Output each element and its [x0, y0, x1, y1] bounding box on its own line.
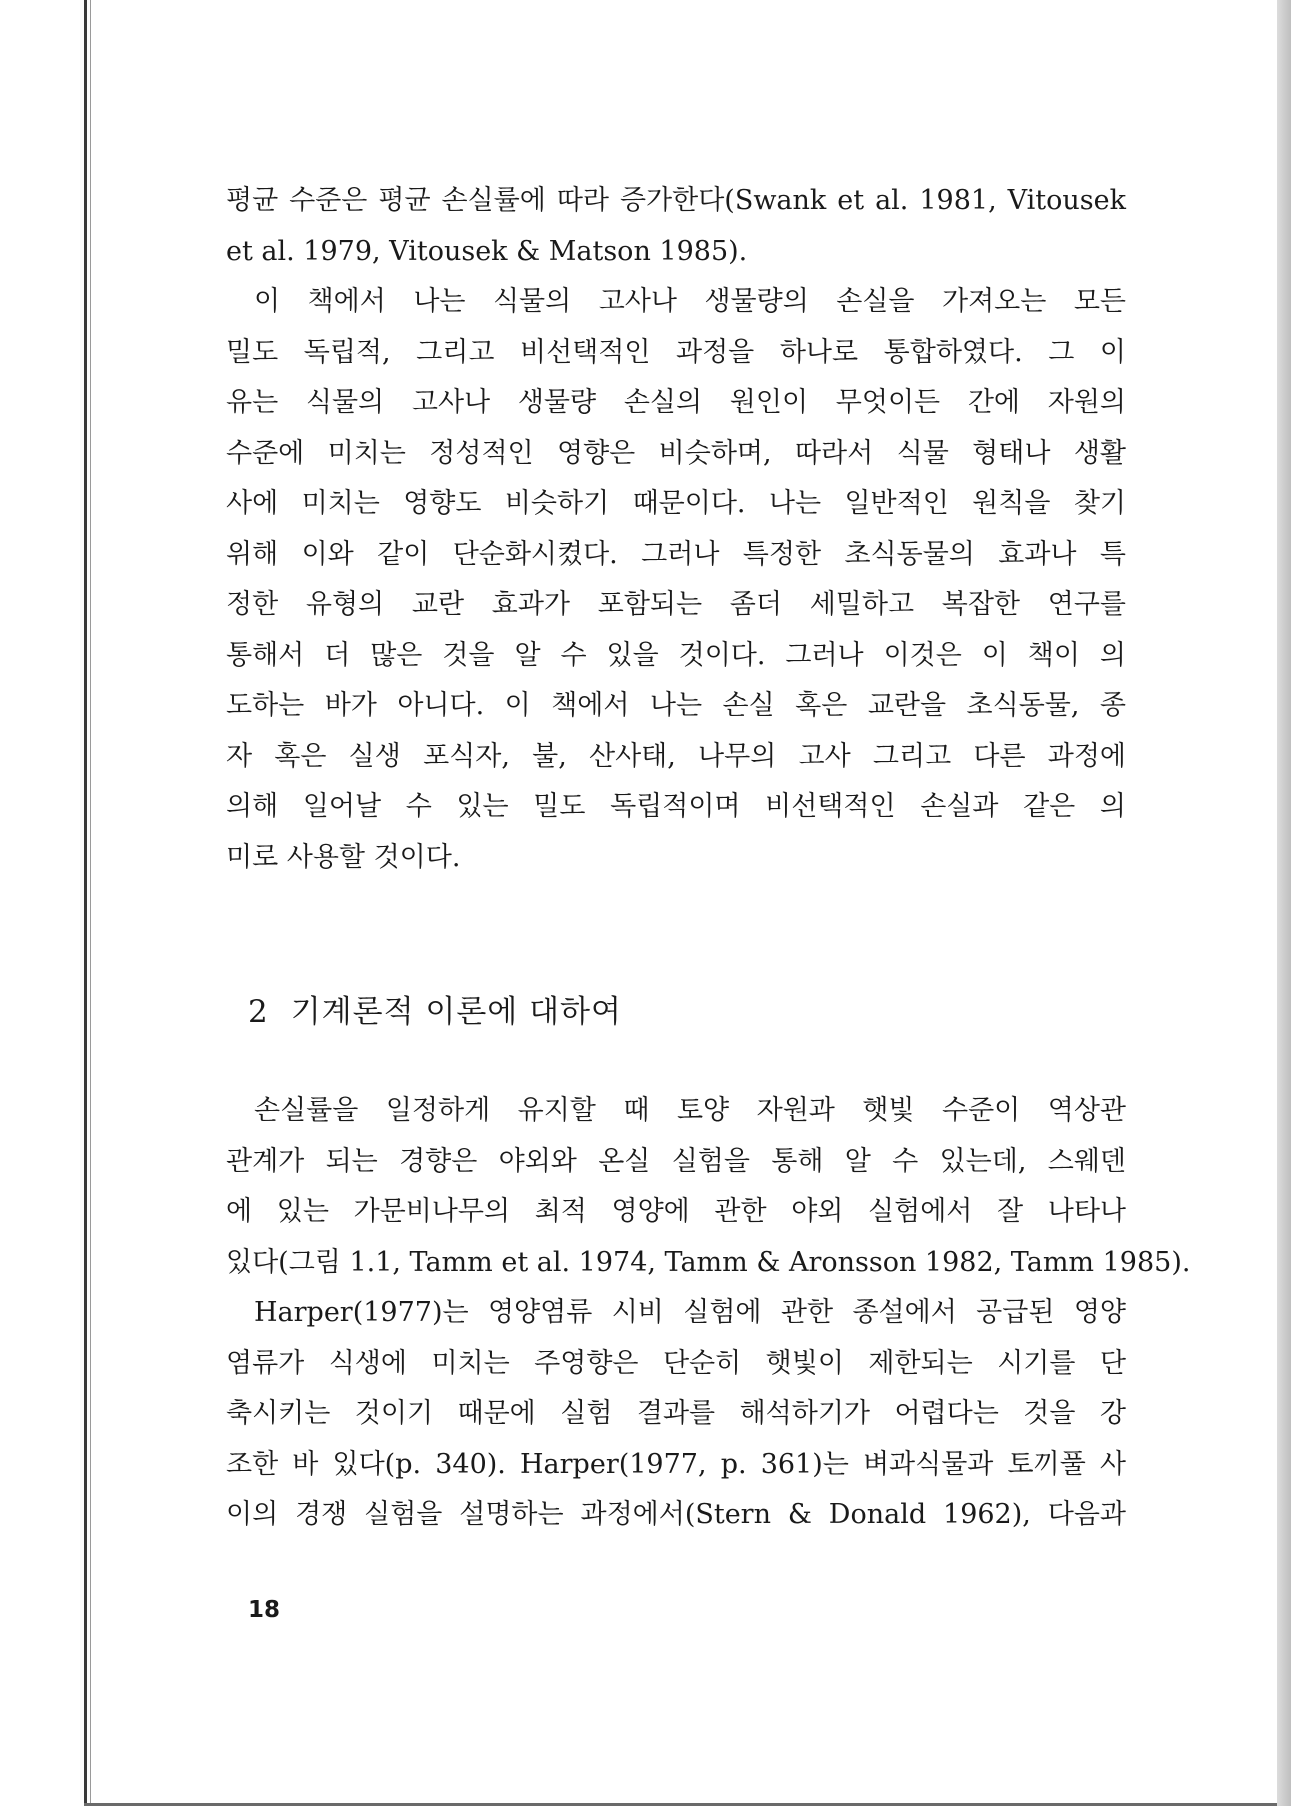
paragraph-1-line-2: et al. 1979, Vitousek & Matson 1985).: [226, 235, 748, 267]
paragraph-2-line-3: 유는 식물의 고사나 생물량 손실의 원인이 무엇이든 간에 자원의: [226, 387, 1126, 418]
paragraph-2-line-6: 위해 이와 같이 단순화시켰다. 그러나 특정한 초식동물의 효과나 특: [226, 538, 1126, 570]
paragraph-3-line-4: 있다(그림 1.1, Tamm et al. 1974, Tamm & Aronsson 1982, Tamm 1985).: [226, 1246, 1191, 1278]
section-heading: [248, 986, 622, 1031]
paragraph-2-line-1: 이 책에서 나는 식물의 고사나 생물량의 손실을 가져오는 모든: [254, 286, 1126, 317]
paragraph-3-line-3: 에 있는 가문비나무의 최적 영양에 관한 야외 실험에서 잘 나타나: [226, 1196, 1126, 1227]
paragraph-4-line-5: 이의 경쟁 실험을 설명하는 과정에서(Stern & Donald 1962), 다음과: [226, 1499, 1126, 1530]
paragraph-1-line-1: 평균 수준은 평균 손실률에 따라 증가한다(Swank et al. 1981, Vitousek: [226, 185, 1126, 216]
paragraph-3-line-2: 관계가 되는 경향은 야외와 온실 실험을 통해 알 수 있는데, 스웨덴: [226, 1145, 1126, 1177]
paragraph-4-line-1: Harper(1977)는 영양염류 시비 실험에 관한 종설에서 공급된 영양: [254, 1297, 1126, 1328]
page-binding-edge-inner: [90, 0, 91, 1806]
paragraph-2: [226, 277, 1126, 883]
paragraph-3-line-1: 손실률을 일정하게 유지할 때 토양 자원과 햇빛 수준이 역상관: [254, 1095, 1126, 1126]
paragraph-2-line-10: 자 혹은 실생 포식자, 불, 산사태, 나무의 고사 그리고 다른 과정에: [226, 740, 1126, 772]
paragraph-2-line-8: 통해서 더 많은 것을 알 수 있을 것이다. 그러나 이것은 이 책이 의: [226, 639, 1126, 671]
paragraph-1: [226, 176, 1126, 277]
section-number: 2: [248, 994, 269, 1030]
page-right-edge-shadow: [1277, 0, 1291, 1806]
paragraph-4-line-3: 축시키는 것이기 때문에 실험 결과를 해석하기가 어렵다는 것을 강: [226, 1398, 1126, 1429]
paragraph-2-line-7: 정한 유형의 교란 효과가 포함되는 좀더 세밀하고 복잡한 연구를: [226, 589, 1126, 620]
paragraph-4-line-4: 조한 바 있다(p. 340). Harper(1977, p. 361)는 벼과식물과 토끼풀 사: [226, 1448, 1126, 1480]
paragraph-2-line-4: 수준에 미치는 정성적인 영향은 비슷하며, 따라서 식물 형태나 생활: [226, 437, 1126, 469]
paragraph-2-line-12: 미로 사용할 것이다.: [226, 841, 461, 873]
section-title: 기계론적 이론에 대하여: [290, 994, 622, 1030]
paragraph-2-line-11: 의해 일어날 수 있는 밀도 독립적이며 비선택적인 손실과 같은 의: [226, 791, 1126, 822]
paragraph-2-line-2: 밀도 독립적, 그리고 비선택적인 과정을 하나로 통합하였다. 그 이: [226, 336, 1126, 368]
paragraph-2-line-9: 도하는 바가 아니다. 이 책에서 나는 손실 혹은 교란을 초식동물, 종: [226, 690, 1126, 721]
section-body: [226, 1086, 1191, 1541]
paragraph-3: [226, 1086, 1191, 1288]
paragraph-4: [226, 1288, 1126, 1541]
page-number: 18: [248, 1597, 281, 1623]
page-content: [226, 176, 1191, 1530]
page-binding-edge: [84, 0, 87, 1806]
paragraph-2-line-5: 사에 미치는 영향도 비슷하기 때문이다. 나는 일반적인 원칙을 찾기: [226, 488, 1126, 519]
paragraph-4-line-2: 염류가 식생에 미치는 주영향은 단순히 햇빛이 제한되는 시기를 단: [226, 1347, 1126, 1379]
